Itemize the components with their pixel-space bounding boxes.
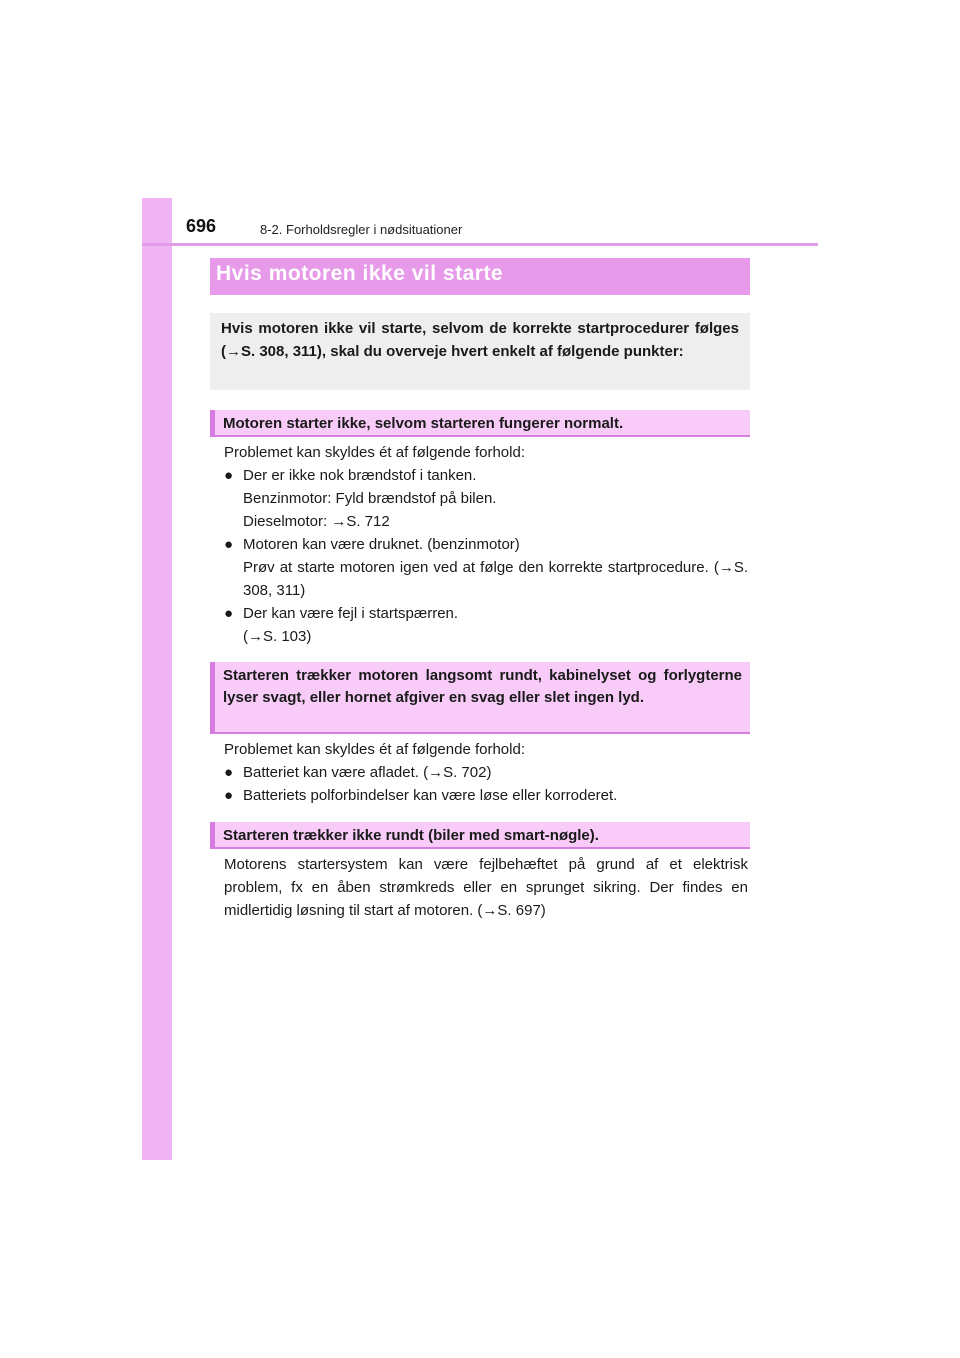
bullet-text: Benzinmotor: Fyld brændstof på bilen. (243, 490, 497, 507)
bullet-text: ● Der kan være fejl i startspærren. (243, 605, 459, 622)
list-item-flooded (224, 533, 748, 602)
bullet-text: Prøv at starte motoren igen ved at følge den korrekte startprocedure. (→S. 308, 311) (243, 559, 748, 599)
list-item-terminals (224, 784, 748, 807)
section-body-starter-slow (224, 738, 748, 807)
section-lead: Problemet kan skyldes ét af følgende forhold: (224, 741, 525, 758)
intro-box: Hvis motoren ikke vil starte, selvom de korrekte startprocedurer følges (→S. 308, 311), skal du overveje hvert enkelt af følgende punkter: (210, 313, 750, 390)
chapter-title: 8-2. Forholdsregler i nødsituationer (260, 222, 463, 237)
header-divider (142, 243, 818, 246)
section-heading-starter-normal: Motoren starter ikke, selvom starteren fungerer normalt. (210, 410, 750, 437)
page-number: 696 (186, 216, 217, 236)
bullet-text: Dieselmotor: →S. 712 (243, 513, 390, 530)
side-tab-strip (142, 198, 172, 1160)
section-body-starter-normal (224, 441, 748, 648)
bullet-text: (→S. 103) (243, 628, 312, 645)
list-item-fuel (224, 464, 748, 533)
list-item-battery (224, 761, 748, 784)
bullet-text: ● Der er ikke nok brændstof i tanken. (243, 467, 477, 484)
bullet-text: ● Motoren kan være druknet. (benzinmotor) (243, 536, 520, 553)
section-heading-starter-slow: Starteren trækker motoren langsomt rundt, kabinelyset og forlygterne lyser svagt, eller hornet afgiver en svag eller slet ingen lyd. (210, 662, 750, 734)
bullet-text: ● Batteriet kan være afladet. (→S. 702) (243, 764, 492, 781)
page-title: Hvis motoren ikke vil starte (210, 258, 750, 295)
section-heading-starter-not-turning: Starteren trækker ikke rundt (biler med smart-nøgle). (210, 822, 750, 849)
section-text-starter-not-turning: Motorens startersystem kan være fejlbehæftet på grund af et elektrisk problem, fx en åben strømkreds eller en sprunget sikring. Der findes en midlertidig løsning til start af motoren. (→S. 697) (224, 856, 748, 919)
list-item-immobiliser (224, 602, 748, 648)
bullet-text: ● Batteriets polforbindelser kan være løse eller korroderet. (243, 787, 618, 804)
section-lead: Problemet kan skyldes ét af følgende forhold: (224, 444, 525, 461)
